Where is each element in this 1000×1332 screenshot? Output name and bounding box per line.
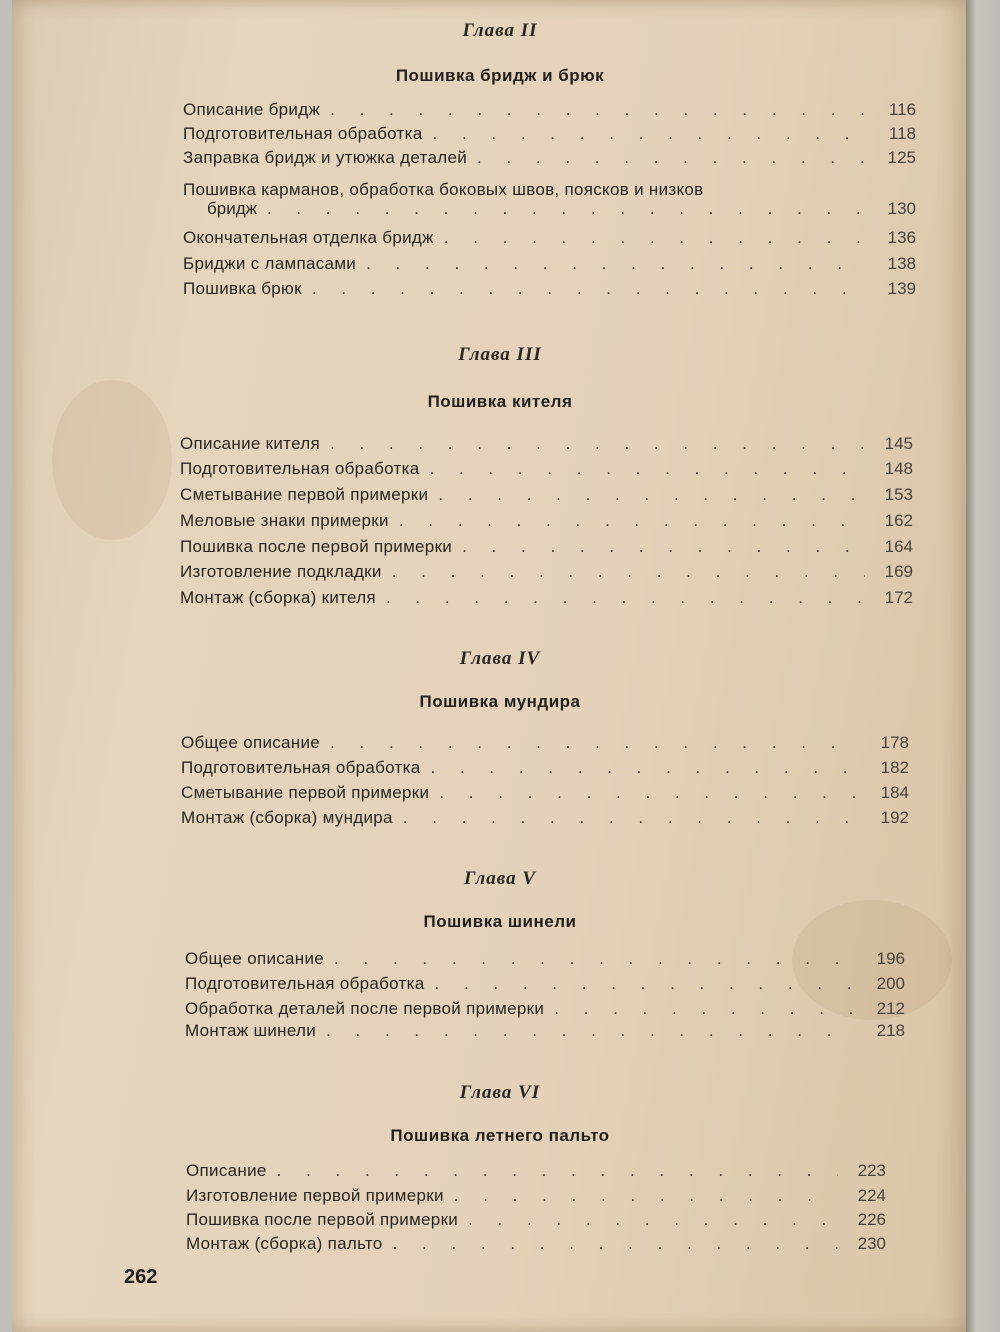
toc-entry — [180, 586, 913, 610]
toc-entry-label: Описание — [186, 1161, 267, 1180]
toc-entry-label: Монтаж (сборка) кителя — [180, 588, 376, 607]
toc-entry — [186, 1184, 886, 1208]
leader-dots — [430, 457, 865, 481]
toc-entry — [180, 483, 913, 507]
toc-entry-page: 145 — [884, 434, 913, 453]
toc-entry-page: 162 — [884, 511, 913, 530]
toc-entry — [180, 509, 913, 533]
toc-entry-page: 125 — [887, 148, 916, 167]
leader-dots — [334, 947, 857, 971]
leader-dots — [330, 432, 865, 456]
toc-entry-label: Бриджи с лампасами — [183, 254, 357, 273]
toc-entry — [186, 1208, 886, 1232]
toc-entry-label: Общее описание — [181, 733, 321, 752]
toc-entry-page: 136 — [887, 228, 916, 247]
toc-entry-page: 118 — [888, 124, 916, 143]
leader-dots — [366, 252, 868, 276]
chapter-2-title: Пошивка бридж и брюк — [395, 66, 605, 85]
toc-entry — [183, 98, 916, 122]
toc-entry-label: Пошивка после первой примерки — [180, 537, 453, 556]
toc-entry — [181, 806, 909, 830]
toc-entry-page: 192 — [880, 808, 909, 827]
leader-dots — [439, 781, 861, 805]
chapter-3-label: Глава III — [458, 344, 542, 365]
toc-entry-page: 164 — [884, 537, 913, 556]
leader-dots — [444, 226, 868, 250]
leader-dots — [330, 731, 861, 755]
leader-dots — [433, 122, 868, 146]
leader-dots — [312, 277, 868, 301]
leader-dots — [477, 146, 868, 170]
toc-entry — [183, 180, 916, 218]
toc-entry-page: 148 — [884, 459, 913, 478]
chapter-5-title: Пошивка шинели — [423, 912, 577, 931]
leader-dots — [330, 98, 868, 122]
toc-entry-label: Меловые знаки примерки — [180, 511, 389, 530]
leader-dots — [393, 1232, 838, 1256]
toc-entry-label-continued: бридж — [207, 199, 257, 218]
toc-entry-page: 212 — [876, 999, 905, 1018]
toc-entry-page: 218 — [876, 1021, 905, 1040]
page-number: 262 — [124, 1266, 158, 1288]
leader-dots — [435, 972, 857, 996]
toc-entry-label: Изготовление первой примерки — [186, 1186, 444, 1205]
toc-entry-label: Пошивка после первой примерки — [186, 1210, 459, 1229]
toc-entry-label: Изготовление подкладки — [180, 562, 382, 581]
toc-entry-page: 169 — [884, 562, 913, 581]
toc-entry — [180, 535, 913, 559]
toc-entry — [185, 1019, 905, 1043]
chapter-4-title: Пошивка мундира — [419, 692, 581, 711]
chapter-4-label: Глава IV — [459, 648, 541, 669]
leader-dots — [431, 756, 861, 780]
toc-entry-label: Окончательная отделка бридж — [183, 228, 434, 247]
leader-dots — [386, 586, 865, 610]
leader-dots — [392, 560, 865, 584]
leader-dots — [468, 1208, 838, 1232]
leader-dots — [403, 806, 861, 830]
toc-entry-label: Заправка бридж и утюжка деталей — [183, 148, 468, 167]
toc-entry — [185, 947, 905, 971]
toc-entry-label: Подготовительная обработка — [185, 974, 425, 993]
toc-entry-label: Общее описание — [185, 949, 325, 968]
leader-dots — [267, 199, 868, 218]
toc-entry — [181, 756, 909, 780]
toc-entry-label: Обработка деталей после первой примерки — [185, 999, 545, 1018]
toc-entry-label: Пошивка карманов, обработка боковых швов, поясков и низков — [183, 180, 704, 199]
toc-entry-page: 184 — [880, 783, 909, 802]
toc-entry — [183, 252, 916, 276]
leader-dots — [554, 997, 857, 1021]
toc-entry-page: 178 — [880, 733, 909, 752]
toc-entry-label: Описание кителя — [180, 434, 320, 453]
toc-entry-label: Пошивка брюк — [183, 279, 302, 298]
toc-entry-page: 182 — [880, 758, 909, 777]
toc-entry-label: Сметывание первой примерки — [181, 783, 430, 802]
toc-entry-page: 224 — [857, 1186, 886, 1205]
chapter-6-title: Пошивка летнего пальто — [390, 1126, 610, 1145]
toc-entry-page: 200 — [876, 974, 905, 993]
leader-dots — [454, 1184, 838, 1208]
toc-entry-page: 130 — [887, 199, 916, 218]
toc-entry-label: Подготовительная обработка — [181, 758, 421, 777]
toc-entry — [183, 277, 916, 301]
toc-entry — [185, 997, 905, 1021]
toc-entry-page: 172 — [884, 588, 913, 607]
toc-entry-page: 138 — [887, 254, 916, 273]
toc-entry — [181, 731, 909, 755]
toc-entry-label: Монтаж шинели — [185, 1021, 317, 1040]
chapter-6-label: Глава VI — [459, 1082, 541, 1103]
toc-entry — [180, 432, 913, 456]
leader-dots — [277, 1159, 838, 1183]
toc-entry-page: 116 — [888, 100, 916, 119]
chapter-5-label: Глава V — [464, 868, 536, 889]
toc-entry-label: Подготовительная обработка — [180, 459, 420, 478]
toc-entry — [186, 1232, 886, 1256]
toc-entry-label: Сметывание первой примерки — [180, 485, 429, 504]
toc-entry — [183, 122, 916, 146]
toc-entry — [183, 146, 916, 170]
leader-dots — [438, 483, 865, 507]
toc-entry — [186, 1159, 886, 1183]
toc-entry — [180, 560, 913, 584]
toc-entry-page: 139 — [887, 279, 916, 298]
leader-dots — [326, 1019, 857, 1043]
toc-entry-label: Описание бридж — [183, 100, 321, 119]
toc-entry — [180, 457, 913, 481]
toc-entry — [185, 972, 905, 996]
toc-entry-label: Монтаж (сборка) пальто — [186, 1234, 383, 1253]
toc-entry-label: Подготовительная обработка — [183, 124, 423, 143]
toc-entry-page: 196 — [876, 949, 905, 968]
chapter-3-title: Пошивка кителя — [427, 392, 573, 411]
leader-dots — [399, 509, 865, 533]
toc-entry-page: 223 — [857, 1161, 886, 1180]
chapter-2-label: Глава II — [462, 20, 538, 41]
toc-entry-label: Монтаж (сборка) мундира — [181, 808, 393, 827]
toc-entry — [183, 226, 916, 250]
toc-entry-page: 230 — [857, 1234, 886, 1253]
toc-entry — [181, 781, 909, 805]
leader-dots — [462, 535, 865, 559]
toc-entry-page: 226 — [857, 1210, 886, 1229]
toc-entry-page: 153 — [884, 485, 913, 504]
